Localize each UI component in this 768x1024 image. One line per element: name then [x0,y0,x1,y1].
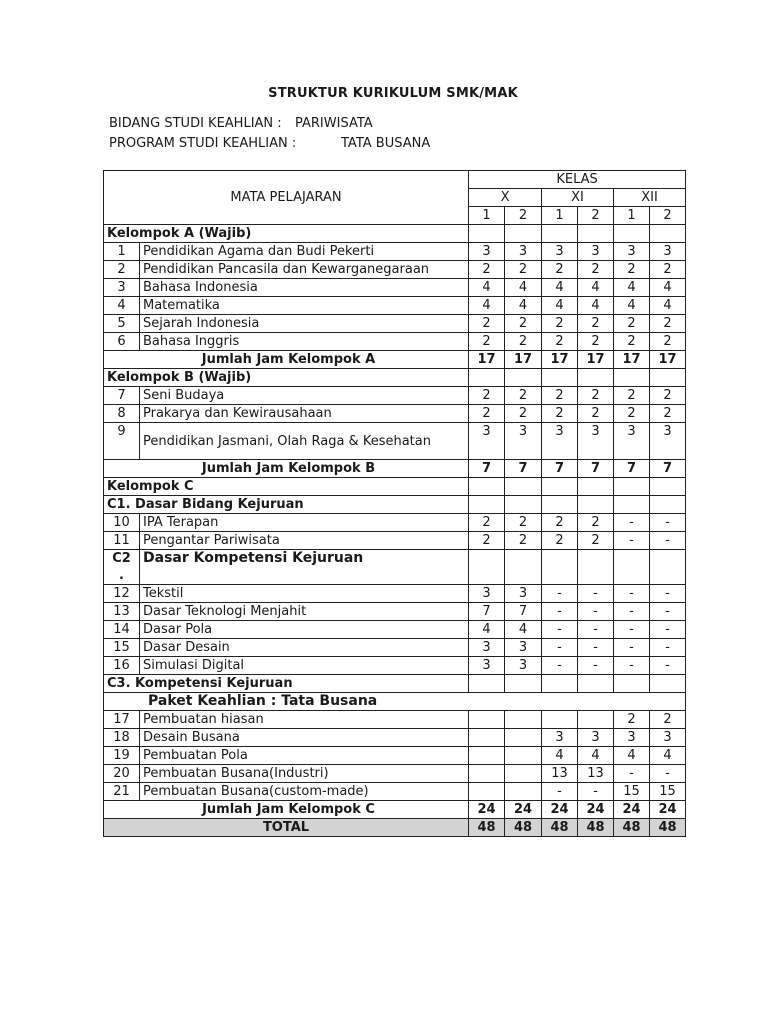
document-title: STRUKTUR KURIKULUM SMK/MAK [268,86,518,101]
row-number: 21 [104,783,140,801]
hours-cell: - [542,639,578,657]
subject-row [104,333,686,351]
hours-cell: 4 [614,279,650,297]
subject-name: Dasar Desain [140,639,469,657]
subtotal-cell: 24 [614,801,650,819]
subtotal-row [104,351,686,369]
subtotal-cell: 7 [650,460,686,478]
hours-cell [469,765,505,783]
group-header-row [104,496,686,514]
subject-row [104,243,686,261]
row-number: 14 [104,621,140,639]
subject-name: Bahasa Inggris [140,333,469,351]
hours-cell: 2 [578,514,614,532]
hours-cell [505,729,542,747]
hours-cell: 3 [614,243,650,261]
subtotal-cell: 7 [469,460,505,478]
hours-cell: 15 [650,783,686,801]
row-number: 15 [104,639,140,657]
hours-cell: 2 [505,261,542,279]
hours-cell: 2 [650,711,686,729]
hours-cell: - [578,603,614,621]
subtotal-cell: 7 [578,460,614,478]
row-number: 3 [104,279,140,297]
total-cell: 48 [578,819,614,837]
hours-cell: 3 [505,657,542,675]
group-label: Kelompok C [104,478,469,496]
hours-cell: 15 [614,783,650,801]
subject-row [104,747,686,765]
subtotal-cell: 24 [542,801,578,819]
hours-cell: 3 [469,639,505,657]
hours-cell: 2 [505,532,542,550]
hours-cell: 7 [469,603,505,621]
hours-cell: - [650,514,686,532]
subtotal-cell: 24 [650,801,686,819]
hours-cell: 2 [505,405,542,423]
hours-cell: 4 [650,297,686,315]
subject-name: Dasar Teknologi Menjahit [140,603,469,621]
subject-row [104,729,686,747]
hours-cell: 2 [578,333,614,351]
hours-cell: 2 [469,405,505,423]
hours-cell: 2 [650,261,686,279]
grade-header-xi: XI [542,189,614,207]
row-number: 11 [104,532,140,550]
subject-row [104,657,686,675]
hours-cell: 3 [650,243,686,261]
subtotal-cell: 7 [614,460,650,478]
hours-cell: - [542,657,578,675]
empty-cell [578,550,614,585]
hours-cell: 4 [542,279,578,297]
hours-cell: 4 [650,747,686,765]
subject-row [104,621,686,639]
subject-name: Sejarah Indonesia [140,315,469,333]
kelas-header: KELAS [469,171,686,189]
hours-cell: 2 [614,387,650,405]
empty-cell [505,675,542,693]
grade-header-xii: XII [614,189,686,207]
group-label: Kelompok B (Wajib) [104,369,469,387]
hours-cell: 3 [542,243,578,261]
hours-cell [578,711,614,729]
hours-cell [469,729,505,747]
total-label: TOTAL [104,819,469,837]
hours-cell: - [578,639,614,657]
row-number: 5 [104,315,140,333]
curriculum-table [103,170,686,837]
hours-cell: 4 [542,747,578,765]
subject-row [104,261,686,279]
empty-cell [505,225,542,243]
hours-cell: 2 [469,315,505,333]
row-number: 10 [104,514,140,532]
subtotal-cell: 17 [505,351,542,369]
empty-cell [505,369,542,387]
hours-cell: 2 [469,261,505,279]
subject-row [104,765,686,783]
subject-row [104,423,686,460]
hours-cell: 4 [542,297,578,315]
hours-cell: 3 [542,729,578,747]
subject-name: Dasar Pola [140,621,469,639]
hours-cell: 4 [505,279,542,297]
hours-cell: 2 [505,333,542,351]
empty-cell [650,478,686,496]
empty-cell [542,675,578,693]
subgroup-label: Dasar Kompetensi Kejuruan [140,550,469,585]
subtotal-row [104,460,686,478]
hours-cell: - [614,621,650,639]
semester-header: 2 [505,207,542,225]
subject-row [104,603,686,621]
empty-cell [578,675,614,693]
hours-cell: - [614,514,650,532]
empty-cell [578,478,614,496]
bidang-studi-value: PARIWISATA [295,116,373,131]
subject-name: Pengantar Pariwisata [140,532,469,550]
hours-cell: 2 [542,261,578,279]
subgroup-header-row [104,550,686,585]
total-cell: 48 [614,819,650,837]
empty-cell [650,369,686,387]
hours-cell: 3 [542,423,578,460]
hours-cell: 2 [469,387,505,405]
hours-cell: 2 [578,387,614,405]
program-studi-line [109,136,430,151]
hours-cell: - [650,621,686,639]
total-row [104,819,686,837]
grade-header-x: X [469,189,542,207]
subject-row [104,514,686,532]
subject-name: Pendidikan Agama dan Budi Pekerti [140,243,469,261]
hours-cell: 2 [578,532,614,550]
hours-cell: 2 [614,333,650,351]
hours-cell: 3 [614,423,650,460]
empty-cell [578,496,614,514]
subject-row [104,405,686,423]
subject-name: Bahasa Indonesia [140,279,469,297]
hours-cell: - [542,603,578,621]
empty-cell [578,369,614,387]
bidang-studi-label: BIDANG STUDI KEAHLIAN : [109,116,282,131]
total-cell: 48 [542,819,578,837]
empty-cell [614,675,650,693]
hours-cell [469,783,505,801]
hours-cell [505,765,542,783]
hours-cell: 3 [469,423,505,460]
hours-cell: 4 [505,297,542,315]
subtotal-label: Jumlah Jam Kelompok B [104,460,469,478]
hours-cell [469,747,505,765]
empty-cell [469,496,505,514]
hours-cell: 4 [505,621,542,639]
hours-cell: 3 [505,585,542,603]
hours-cell: 2 [542,333,578,351]
hours-cell: 2 [542,405,578,423]
hours-cell: 3 [469,657,505,675]
hours-cell: 2 [469,333,505,351]
subject-name: Pendidikan Jasmani, Olah Raga & Kesehatan [140,423,469,460]
hours-cell: - [614,765,650,783]
group-header-row [104,225,686,243]
row-number: 19 [104,747,140,765]
row-number: 1 [104,243,140,261]
hours-cell: 2 [505,514,542,532]
subtotal-cell: 24 [505,801,542,819]
hours-cell: - [614,639,650,657]
group-header-row [104,675,686,693]
hours-cell: - [578,783,614,801]
hours-cell: 3 [469,243,505,261]
hours-cell: 2 [650,405,686,423]
hours-cell: 4 [578,747,614,765]
row-number: 8 [104,405,140,423]
hours-cell: 3 [614,729,650,747]
hours-cell: 2 [505,387,542,405]
empty-cell [578,225,614,243]
subject-name: Tekstil [140,585,469,603]
subtotal-cell: 24 [578,801,614,819]
subtotal-cell: 17 [614,351,650,369]
subject-row [104,532,686,550]
hours-cell: 2 [542,514,578,532]
hours-cell [505,747,542,765]
group-header-row [104,369,686,387]
semester-header: 1 [542,207,578,225]
semester-header: 1 [469,207,505,225]
subject-row [104,711,686,729]
empty-cell [542,496,578,514]
empty-cell [542,225,578,243]
subject-row [104,639,686,657]
total-cell: 48 [650,819,686,837]
subtotal-cell: 7 [505,460,542,478]
hours-cell: 4 [578,279,614,297]
subtotal-cell: 17 [469,351,505,369]
hours-cell: - [650,585,686,603]
empty-cell [614,369,650,387]
row-number: 12 [104,585,140,603]
hours-cell: - [542,585,578,603]
hours-cell: 2 [578,405,614,423]
hours-cell [505,711,542,729]
hours-cell: 3 [505,423,542,460]
hours-cell: - [614,603,650,621]
hours-cell: 2 [542,532,578,550]
subject-name: Pembuatan Busana(custom-made) [140,783,469,801]
subtotal-cell: 17 [542,351,578,369]
row-number: 13 [104,603,140,621]
hours-cell: 2 [614,405,650,423]
hours-cell: 2 [578,261,614,279]
hours-cell [542,711,578,729]
semester-header: 2 [578,207,614,225]
hours-cell: - [578,657,614,675]
subject-name: Pendidikan Pancasila dan Kewarganegaraan [140,261,469,279]
row-number: 20 [104,765,140,783]
subject-name: Prakarya dan Kewirausahaan [140,405,469,423]
empty-cell [542,550,578,585]
empty-cell [505,550,542,585]
subject-row [104,297,686,315]
row-number: 18 [104,729,140,747]
hours-cell: - [650,532,686,550]
empty-cell [650,675,686,693]
hours-cell: 3 [650,423,686,460]
subject-name: Seni Budaya [140,387,469,405]
paket-keahlian-row [104,693,686,711]
empty-cell [614,550,650,585]
subtotal-label: Jumlah Jam Kelompok C [104,801,469,819]
hours-cell: 2 [578,315,614,333]
subject-row [104,315,686,333]
row-number: 2 [104,261,140,279]
hours-cell: - [614,657,650,675]
total-cell: 48 [469,819,505,837]
hours-cell: 2 [469,514,505,532]
subject-name: Simulasi Digital [140,657,469,675]
hours-cell: 3 [469,585,505,603]
row-number: 4 [104,297,140,315]
hours-cell: 3 [578,729,614,747]
subject-name: Pembuatan hiasan [140,711,469,729]
row-number: 16 [104,657,140,675]
header-row-1 [104,171,686,189]
hours-cell: 3 [505,639,542,657]
hours-cell [469,711,505,729]
subtotal-cell: 7 [542,460,578,478]
semester-header: 2 [650,207,686,225]
hours-cell: 3 [650,729,686,747]
program-studi-label: PROGRAM STUDI KEAHLIAN : [109,136,297,151]
empty-cell [505,496,542,514]
subtotal-cell: 24 [469,801,505,819]
hours-cell: 4 [469,297,505,315]
hours-cell: 13 [542,765,578,783]
hours-cell [505,783,542,801]
empty-cell [650,496,686,514]
hours-cell: - [578,585,614,603]
hours-cell: 4 [469,621,505,639]
subject-name: Desain Busana [140,729,469,747]
hours-cell: - [614,585,650,603]
hours-cell: 2 [469,532,505,550]
hours-cell: 2 [614,315,650,333]
hours-cell: 4 [614,297,650,315]
group-header-row [104,478,686,496]
hours-cell: - [542,621,578,639]
empty-cell [650,550,686,585]
empty-cell [469,675,505,693]
subject-name: IPA Terapan [140,514,469,532]
subject-row [104,783,686,801]
mata-pelajaran-header: MATA PELAJARAN [104,171,469,225]
hours-cell: 7 [505,603,542,621]
subtotal-cell: 17 [650,351,686,369]
empty-cell [469,478,505,496]
empty-cell [542,478,578,496]
group-label: C1. Dasar Bidang Kejuruan [104,496,469,514]
row-number: 7 [104,387,140,405]
hours-cell: 4 [650,279,686,297]
empty-cell [469,369,505,387]
subject-name: Pembuatan Busana(Industri) [140,765,469,783]
hours-cell: - [578,621,614,639]
empty-cell [542,369,578,387]
empty-cell [469,225,505,243]
subtotal-cell: 17 [578,351,614,369]
empty-cell [614,225,650,243]
subtotal-row [104,801,686,819]
hours-cell: 3 [505,243,542,261]
semester-header: 1 [614,207,650,225]
hours-cell: 13 [578,765,614,783]
hours-cell: 2 [542,387,578,405]
program-studi-value: TATA BUSANA [341,136,431,151]
empty-cell [469,550,505,585]
bidang-studi-line [109,116,373,131]
hours-cell: 2 [614,261,650,279]
subtotal-label: Jumlah Jam Kelompok A [104,351,469,369]
row-number: 9 [104,423,140,460]
hours-cell: 2 [650,333,686,351]
hours-cell: 3 [578,423,614,460]
hours-cell: - [614,532,650,550]
paket-label: Paket Keahlian : Tata Busana [104,693,686,711]
hours-cell: 2 [542,315,578,333]
hours-cell: 3 [578,243,614,261]
subject-name: Matematika [140,297,469,315]
total-cell: 48 [505,819,542,837]
subject-row [104,585,686,603]
hours-cell: - [650,639,686,657]
hours-cell: - [650,657,686,675]
group-label: Kelompok A (Wajib) [104,225,469,243]
hours-cell: 4 [578,297,614,315]
subgroup-code: C2 . [104,550,140,585]
subject-row [104,387,686,405]
hours-cell: 2 [650,315,686,333]
hours-cell: - [650,765,686,783]
hours-cell: 2 [614,711,650,729]
row-number: 6 [104,333,140,351]
empty-cell [614,478,650,496]
subject-row [104,279,686,297]
hours-cell: 2 [505,315,542,333]
row-number: 17 [104,711,140,729]
hours-cell: 4 [469,279,505,297]
empty-cell [614,496,650,514]
empty-cell [650,225,686,243]
group-label: C3. Kompetensi Kejuruan [104,675,469,693]
subject-name: Pembuatan Pola [140,747,469,765]
hours-cell: 4 [614,747,650,765]
hours-cell: - [542,783,578,801]
hours-cell: - [650,603,686,621]
hours-cell: 2 [650,387,686,405]
empty-cell [505,478,542,496]
